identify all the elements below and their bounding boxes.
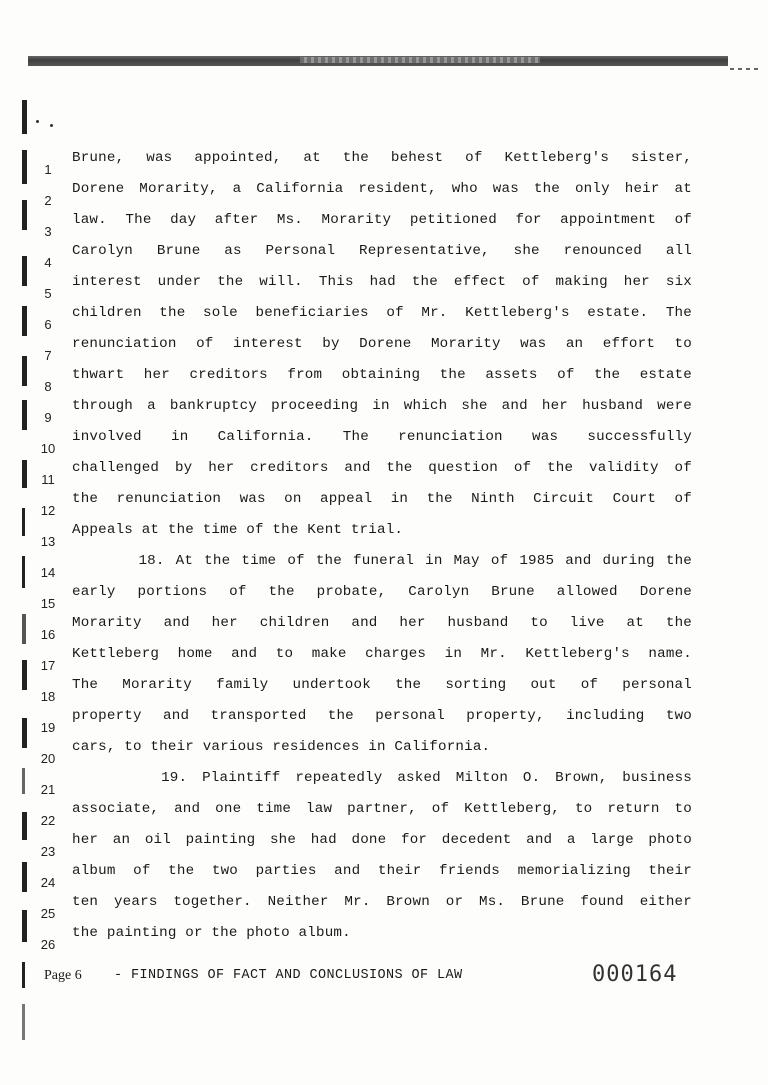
line-number: 15 bbox=[40, 596, 56, 611]
margin-dot bbox=[36, 120, 39, 123]
margin-dot bbox=[50, 124, 53, 127]
text-line bbox=[0, 243, 768, 273]
text-line bbox=[0, 708, 768, 738]
line-number: 24 bbox=[40, 875, 56, 890]
line-text: through a bankruptcy proceeding in which she and her husband were bbox=[72, 398, 692, 414]
line-text: Brune, was appointed, at the behest of Kettleberg's sister, bbox=[72, 150, 692, 166]
line-number: 8 bbox=[44, 379, 52, 394]
line-text: the renunciation was on appeal in the Ninth Circuit Court of bbox=[72, 491, 692, 507]
text-line bbox=[0, 925, 768, 955]
text-line bbox=[0, 150, 768, 180]
text-line bbox=[0, 181, 768, 211]
text-line bbox=[0, 553, 768, 583]
text-line bbox=[0, 336, 768, 366]
line-text: early portions of the probate, Carolyn Brune allowed Dorene bbox=[72, 584, 692, 600]
scan-artifact-dashes bbox=[730, 68, 760, 70]
line-text: renunciation of interest by Dorene Morarity was an effort to bbox=[72, 336, 692, 352]
line-text: ten years together. Neither Mr. Brown or Ms. Brune found either bbox=[72, 894, 692, 910]
line-text: the painting or the photo album. bbox=[72, 925, 351, 941]
page-footer bbox=[44, 962, 724, 992]
line-text: associate, and one time law partner, of Kettleberg, to return to bbox=[72, 801, 692, 817]
text-line bbox=[0, 615, 768, 645]
line-number: 9 bbox=[44, 410, 52, 425]
line-number: 22 bbox=[40, 813, 56, 828]
text-line bbox=[0, 801, 768, 831]
line-text: cars, to their various residences in California. bbox=[72, 739, 491, 755]
line-number: 4 bbox=[44, 255, 52, 270]
line-text: interest under the will. This had the effect of making her six bbox=[72, 274, 692, 290]
text-line bbox=[0, 367, 768, 397]
text-line bbox=[0, 770, 768, 800]
text-line bbox=[0, 894, 768, 924]
line-number: 17 bbox=[40, 658, 56, 673]
line-number: 19 bbox=[40, 720, 56, 735]
line-number: 5 bbox=[44, 286, 52, 301]
line-number: 26 bbox=[40, 937, 56, 952]
line-text: Carolyn Brune as Personal Representative, she renounced all bbox=[72, 243, 692, 259]
line-text: Morarity and her children and her husband to live at the bbox=[72, 615, 692, 631]
bates-stamp: 000164 bbox=[592, 962, 678, 987]
text-line bbox=[0, 398, 768, 428]
line-text: 18. At the time of the funeral in May of 1985 and during the bbox=[72, 553, 692, 569]
line-number: 23 bbox=[40, 844, 56, 859]
text-line bbox=[0, 739, 768, 769]
line-number: 3 bbox=[44, 224, 52, 239]
line-text: challenged by her creditors and the question of the validity of bbox=[72, 460, 692, 476]
line-text: law. The day after Ms. Morarity petitioned for appointment of bbox=[72, 212, 692, 228]
line-text: 19. Plaintiff repeatedly asked Milton O. Brown, business bbox=[72, 770, 692, 786]
text-line bbox=[0, 491, 768, 521]
text-line bbox=[0, 460, 768, 490]
margin-mark bbox=[22, 1004, 25, 1040]
text-line bbox=[0, 212, 768, 242]
line-number: 21 bbox=[40, 782, 56, 797]
text-line bbox=[0, 677, 768, 707]
line-text: thwart her creditors from obtaining the assets of the estate bbox=[72, 367, 692, 383]
line-number: 11 bbox=[41, 472, 55, 487]
text-line bbox=[0, 274, 768, 304]
scan-artifact-streak bbox=[300, 57, 540, 63]
line-text: Kettleberg home and to make charges in Mr. Kettleberg's name. bbox=[72, 646, 692, 662]
margin-mark bbox=[22, 962, 25, 988]
line-number: 6 bbox=[44, 317, 52, 332]
line-text: album of the two parties and their friends memorializing their bbox=[72, 863, 692, 879]
margin-mark bbox=[22, 100, 27, 134]
line-number: 1 bbox=[44, 162, 52, 177]
text-line bbox=[0, 832, 768, 862]
line-number: 20 bbox=[40, 751, 56, 766]
text-line bbox=[0, 646, 768, 676]
line-number: 10 bbox=[40, 441, 56, 456]
line-text: involved in California. The renunciation was successfully bbox=[72, 429, 692, 445]
footer-page-label: Page 6 bbox=[44, 968, 82, 983]
text-line bbox=[0, 584, 768, 614]
line-text: Dorene Morarity, a California resident, who was the only heir at bbox=[72, 181, 692, 197]
line-number: 14 bbox=[40, 565, 56, 580]
line-number: 2 bbox=[44, 193, 52, 208]
line-text: children the sole beneficiaries of Mr. Kettleberg's estate. The bbox=[72, 305, 692, 321]
text-line bbox=[0, 522, 768, 552]
text-line bbox=[0, 305, 768, 335]
footer-title: - FINDINGS OF FACT AND CONCLUSIONS OF LAW bbox=[114, 968, 463, 983]
line-number: 12 bbox=[40, 503, 56, 518]
line-number: 13 bbox=[40, 534, 56, 549]
text-line bbox=[0, 863, 768, 893]
line-number: 18 bbox=[40, 689, 56, 704]
line-number: 16 bbox=[40, 627, 56, 642]
line-text: her an oil painting she had done for decedent and a large photo bbox=[72, 832, 692, 848]
line-number: 25 bbox=[40, 906, 56, 921]
text-line bbox=[0, 429, 768, 459]
line-text: The Morarity family undertook the sorting out of personal bbox=[72, 677, 692, 693]
line-text: property and transported the personal property, including two bbox=[72, 708, 692, 724]
line-number: 7 bbox=[44, 348, 52, 363]
line-text: Appeals at the time of the Kent trial. bbox=[72, 522, 404, 538]
